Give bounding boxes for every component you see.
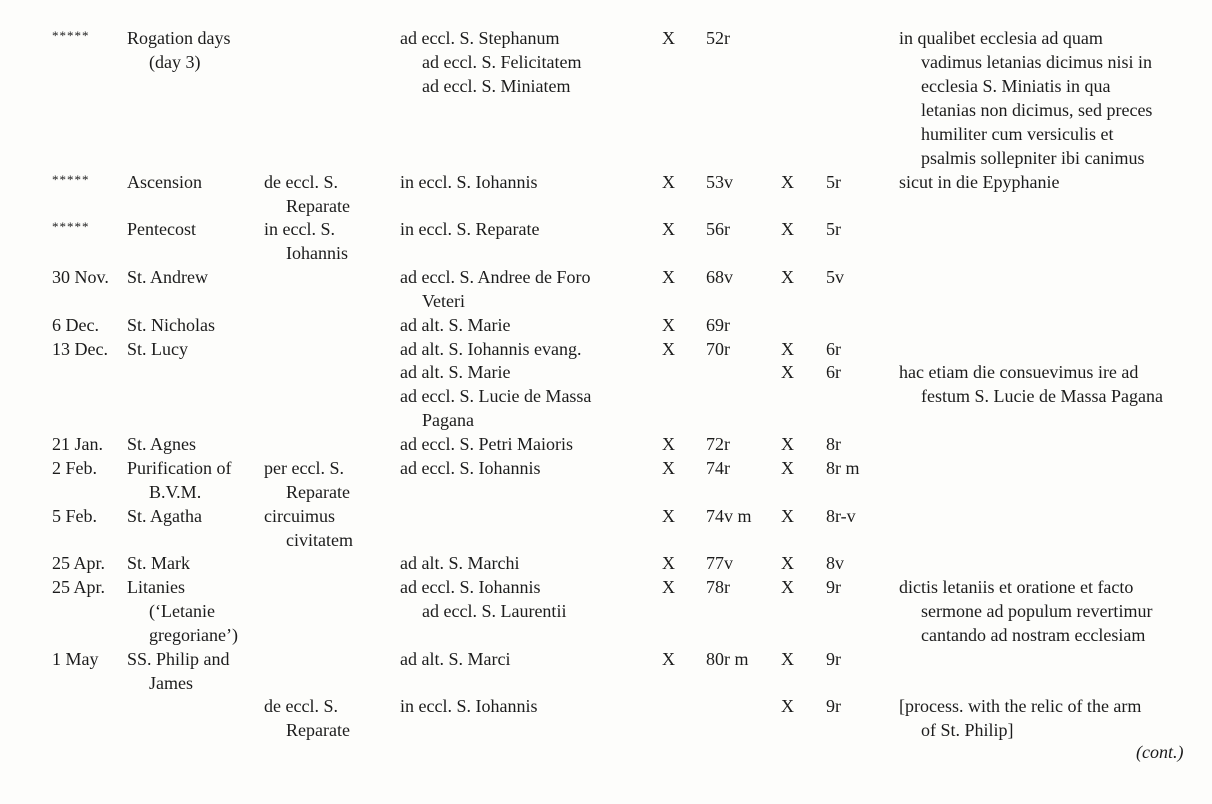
x-mark-1: X — [662, 506, 675, 526]
folio-1: 56r — [706, 219, 730, 239]
feast-cell-line: (‘Letanie — [149, 601, 215, 621]
origin-cell — [264, 456, 350, 504]
destination-cell — [400, 337, 581, 361]
destination-cell-line: ad alt. S. Marchi — [400, 553, 520, 573]
x-mark-1: X — [662, 28, 675, 48]
date-cell: 2 Feb. — [52, 458, 97, 478]
x-mark-2: X — [781, 339, 794, 359]
folio-2: 8v — [826, 553, 844, 573]
folio-2: 5v — [826, 267, 844, 287]
feast-cell — [127, 575, 238, 647]
note-cell-line: psalmis sollepniter ibi canimus — [921, 148, 1145, 168]
destination-cell — [400, 170, 537, 194]
origin-cell — [264, 217, 348, 265]
note-cell-line: dictis letaniis et oratione et facto — [899, 577, 1134, 597]
x-mark-1: X — [662, 315, 675, 335]
note-cell-line: sicut in die Epyphanie — [899, 172, 1060, 192]
note-cell-line: festum S. Lucie de Massa Pagana — [921, 386, 1163, 406]
feast-cell — [127, 217, 196, 241]
folio-1: 78r — [706, 577, 730, 597]
destination-cell — [400, 26, 581, 98]
note-cell-line: in qualibet ecclesia ad quam — [899, 28, 1103, 48]
folio-2: 8r-v — [826, 506, 856, 526]
date-cell: 1 May — [52, 649, 99, 669]
folio-1: 68v — [706, 267, 733, 287]
folio-1: 80r m — [706, 649, 749, 669]
feast-cell-line: St. Agatha — [127, 506, 202, 526]
folio-2: 8r — [826, 434, 841, 454]
feast-cell — [127, 432, 196, 456]
folio-1: 77v — [706, 553, 733, 573]
x-mark-2: X — [781, 172, 794, 192]
x-mark-1: X — [662, 458, 675, 478]
x-mark-2: X — [781, 458, 794, 478]
origin-cell-line: de eccl. S. — [264, 696, 338, 716]
destination-cell-line: ad eccl. S. Lucie de Massa — [400, 386, 592, 406]
feast-cell-line: SS. Philip and — [127, 649, 230, 669]
destination-cell — [400, 384, 591, 432]
feast-cell — [127, 647, 230, 695]
destination-cell-line: ad eccl. S. Iohannis — [400, 458, 541, 478]
date-cell: 13 Dec. — [52, 339, 108, 359]
note-cell-line: hac etiam die consuevimus ire ad — [899, 362, 1139, 382]
folio-2: 9r — [826, 649, 841, 669]
feast-cell — [127, 265, 208, 289]
destination-cell-line: Veteri — [422, 291, 465, 311]
folio-1: 72r — [706, 434, 730, 454]
x-mark-1: X — [662, 267, 675, 287]
destination-cell — [400, 432, 573, 456]
destination-cell-line: ad eccl. S. Felicitatem — [422, 52, 582, 72]
feast-cell-line: gregoriane’) — [149, 625, 238, 645]
destination-cell-line: ad alt. S. Marie — [400, 362, 511, 382]
destination-cell — [400, 265, 590, 313]
x-mark-2: X — [781, 362, 794, 382]
feast-cell — [127, 337, 188, 361]
date-cell: ***** — [52, 219, 90, 234]
feast-cell-line: Ascension — [127, 172, 202, 192]
x-mark-1: X — [662, 649, 675, 669]
origin-cell-line: civitatem — [286, 530, 353, 550]
origin-cell-line: per eccl. S. — [264, 458, 344, 478]
note-cell-line: [process. with the relic of the arm — [899, 696, 1142, 716]
origin-cell — [264, 170, 350, 218]
note-cell-line: letanias non dicimus, sed preces — [921, 100, 1153, 120]
date-cell: 30 Nov. — [52, 267, 109, 287]
destination-cell-line: in eccl. S. Reparate — [400, 219, 540, 239]
folio-2: 6r — [826, 339, 841, 359]
continuation-note: (cont.) — [1136, 742, 1184, 762]
destination-cell-line: ad eccl. S. Petri Maioris — [400, 434, 573, 454]
folio-1: 52r — [706, 28, 730, 48]
origin-cell-line: Reparate — [286, 482, 350, 502]
destination-cell-line: ad eccl. S. Miniatem — [422, 76, 571, 96]
destination-cell-line: Pagana — [422, 410, 474, 430]
folio-1: 74r — [706, 458, 730, 478]
destination-cell-line: ad eccl. S. Andree de Foro — [400, 267, 591, 287]
x-mark-1: X — [662, 553, 675, 573]
x-mark-1: X — [662, 339, 675, 359]
date-cell: ***** — [52, 172, 90, 187]
note-cell — [899, 26, 1152, 170]
destination-cell — [400, 217, 539, 241]
destination-cell-line: in eccl. S. Iohannis — [400, 696, 538, 716]
date-cell: 6 Dec. — [52, 315, 99, 335]
folio-1: 70r — [706, 339, 730, 359]
note-cell-line: sermone ad populum revertimur — [921, 601, 1153, 621]
destination-cell — [400, 360, 510, 384]
folio-2: 5r — [826, 172, 841, 192]
destination-cell — [400, 694, 537, 718]
note-cell-line: vadimus letanias dicimus nisi in — [921, 52, 1152, 72]
date-cell: 25 Apr. — [52, 553, 106, 573]
x-mark-2: X — [781, 506, 794, 526]
destination-cell-line: ad alt. S. Marie — [400, 315, 511, 335]
destination-cell-line: in eccl. S. Iohannis — [400, 172, 538, 192]
destination-cell-line: ad alt. S. Iohannis evang. — [400, 339, 582, 359]
feast-cell — [127, 456, 231, 504]
note-cell-line: cantando ad nostram ecclesiam — [921, 625, 1146, 645]
feast-cell — [127, 26, 231, 74]
feast-cell-line: Pentecost — [127, 219, 196, 239]
date-cell: ***** — [52, 28, 90, 43]
destination-cell-line: ad eccl. S. Laurentii — [422, 601, 567, 621]
x-mark-2: X — [781, 696, 794, 716]
date-cell: 21 Jan. — [52, 434, 103, 454]
date-cell: 5 Feb. — [52, 506, 97, 526]
note-cell — [899, 170, 1059, 194]
origin-cell-line: Reparate — [286, 196, 350, 216]
folio-1: 74v m — [706, 506, 752, 526]
destination-cell — [400, 575, 566, 623]
origin-cell-line: in eccl. S. — [264, 219, 335, 239]
feast-cell-line: St. Agnes — [127, 434, 197, 454]
feast-cell-line: St. Nicholas — [127, 315, 215, 335]
note-cell-line: ecclesia S. Miniatis in qua — [921, 76, 1111, 96]
note-cell — [899, 575, 1152, 647]
origin-cell-line: de eccl. S. — [264, 172, 338, 192]
origin-cell — [264, 504, 353, 552]
feast-cell-line: St. Andrew — [127, 267, 208, 287]
x-mark-1: X — [662, 434, 675, 454]
x-mark-2: X — [781, 219, 794, 239]
x-mark-2: X — [781, 553, 794, 573]
destination-cell-line: ad eccl. S. Stephanum — [400, 28, 560, 48]
origin-cell — [264, 694, 350, 742]
note-cell-line: humiliter cum versiculis et — [921, 124, 1114, 144]
destination-cell — [400, 551, 519, 575]
x-mark-2: X — [781, 267, 794, 287]
folio-1: 53v — [706, 172, 733, 192]
feast-cell — [127, 170, 202, 194]
feast-cell — [127, 313, 215, 337]
feast-cell-line: (day 3) — [149, 52, 201, 72]
x-mark-2: X — [781, 434, 794, 454]
date-cell: 25 Apr. — [52, 577, 106, 597]
destination-cell — [400, 456, 540, 480]
folio-2: 5r — [826, 219, 841, 239]
destination-cell-line: ad alt. S. Marci — [400, 649, 511, 669]
x-mark-1: X — [662, 577, 675, 597]
x-mark-1: X — [662, 219, 675, 239]
folio-2: 8r m — [826, 458, 860, 478]
destination-cell-line: ad eccl. S. Iohannis — [400, 577, 541, 597]
feast-cell-line: Litanies — [127, 577, 185, 597]
note-cell-line: of St. Philip] — [921, 720, 1014, 740]
x-mark-2: X — [781, 577, 794, 597]
feast-cell-line: St. Mark — [127, 553, 190, 573]
origin-cell-line: Reparate — [286, 720, 350, 740]
origin-cell-line: circuimus — [264, 506, 335, 526]
folio-1: 69r — [706, 315, 730, 335]
x-mark-2: X — [781, 649, 794, 669]
x-mark-1: X — [662, 172, 675, 192]
destination-cell — [400, 313, 510, 337]
folio-2: 9r — [826, 577, 841, 597]
feast-cell-line: Rogation days — [127, 28, 231, 48]
note-cell — [899, 360, 1163, 408]
feast-cell — [127, 504, 202, 528]
folio-2: 9r — [826, 696, 841, 716]
destination-cell — [400, 647, 510, 671]
note-cell — [899, 694, 1141, 742]
origin-cell-line: Iohannis — [286, 243, 348, 263]
folio-2: 6r — [826, 362, 841, 382]
feast-cell — [127, 551, 190, 575]
feast-cell-line: James — [149, 673, 193, 693]
feast-cell-line: Purification of — [127, 458, 232, 478]
feast-cell-line: B.V.M. — [149, 482, 202, 502]
feast-cell-line: St. Lucy — [127, 339, 188, 359]
